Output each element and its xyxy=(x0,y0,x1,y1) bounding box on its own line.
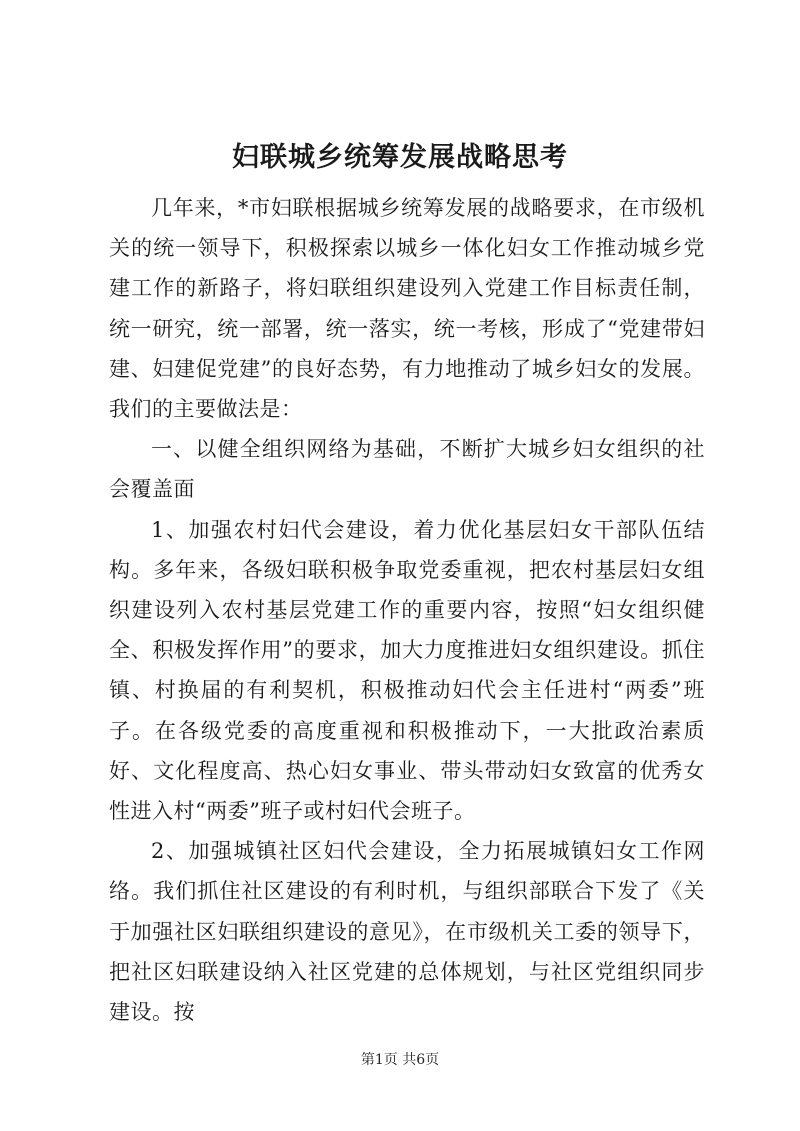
section-heading-1: 一、以健全组织网络为基础，不断扩大城乡妇女组织的社会覆盖面 xyxy=(109,437,705,502)
document-body xyxy=(109,188,705,1032)
page-number-footer: 第1页 共6页 xyxy=(360,1052,440,1068)
paragraph-item-1: 1、加强农村妇代会建设，着力优化基层妇女干部队伍结构。多年来，各级妇联积极争取党委重视，把农村基层妇女组织建设列入农村基层党建工作的重要内容，按照“妇女组织健全、积极发挥作用”的要求，加大力度推进妇女组织建设。抓住镇、村换届的有利契机，积极推动妇代会主任进村“两委”班子。在各级党委的高度重视和积极推动下，一大批政治素质好、文化程度高、热心妇女事业、带头带动妇女致富的优秀女性进入村“两委”班子或村妇代会班子。 xyxy=(109,517,705,824)
document-title: 妇联城乡统筹发展战略思考 xyxy=(232,142,568,173)
paragraph-item-2: 2、加强城镇社区妇代会建设，全力拓展城镇妇女工作网络。我们抓住社区建设的有利时机，与组织部联合下发了《关于加强社区妇联组织建设的意见》，在市级机关工委的领导下，把社区妇联建设纳入社区党建的总体规划，与社区党组织同步建设。按 xyxy=(109,839,705,1025)
paragraph-intro: 几年来，*市妇联根据城乡统筹发展的战略要求，在市级机关的统一领导下，积极探索以城乡一体化妇女工作推动城乡党建工作的新路子，将妇联组织建设列入党建工作目标责任制，统一研究，统一部署，统一落实，统一考核，形成了“党建带妇建、妇建促党建”的良好态势，有力地推动了城乡妇女的发展。我们的主要做法是： xyxy=(109,196,705,422)
